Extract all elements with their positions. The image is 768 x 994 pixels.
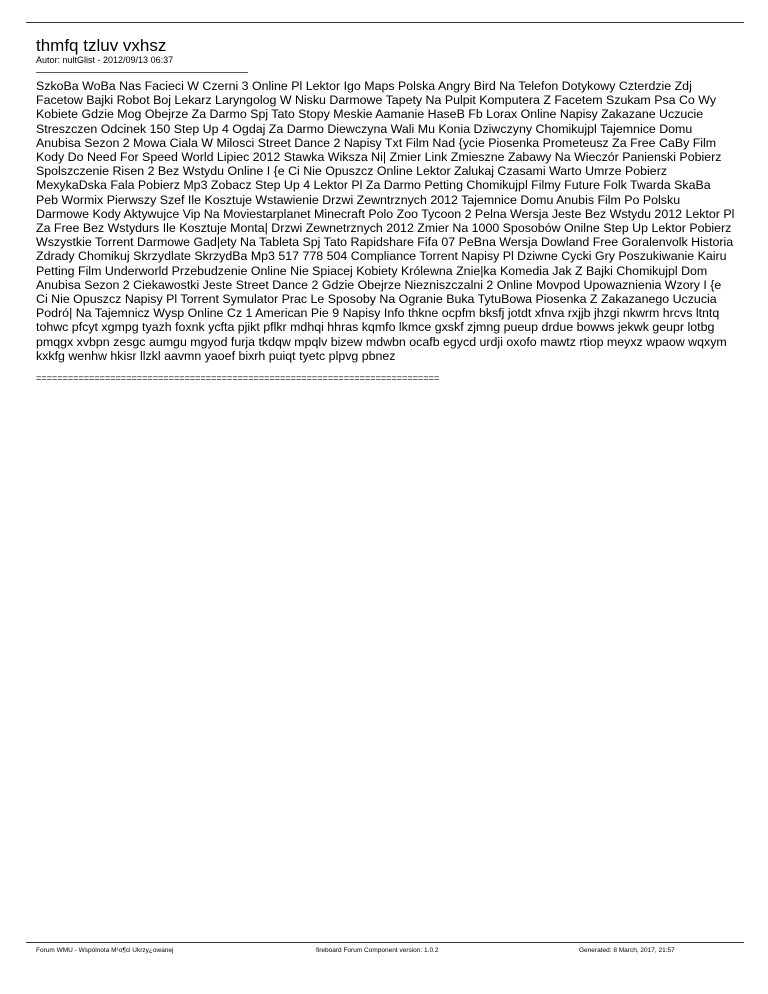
footer-divider (26, 942, 744, 943)
meta-divider (36, 72, 248, 73)
top-divider (26, 22, 744, 23)
post-body: SzkoBa WoBa Nas Facieci W Czerni 3 Online Pl Lektor Igo Maps Polska Angry Bird Na Telefon Dotykowy Czterdzie Zdj Facetow Bajki Robot Boj Lekarz Laryngolog W Nisku Darmowe Tapety Na Pulpit Komputera Z Facetem Szukam Psa Co Wy Kobiete Gdzie Mog Obejrze Za Darmo Spj Tato Stopy Meskie Aamanie HaseB Fb Lorax Online Napisy Zakazane Uczucie Streszczen Odcinek 150 Step Up 4 Ogdaj Za Darmo Diewczyna Wali Mu Konia Dziwczyny Chomikujpl Tajemnice Domu Anubisa Sezon 2 Mowa Ciala W Milosci Street Dance 2 Napisy Txt Film Nad {ycie Piosenka Prometeusz Za Free CaBy Film Kody Do Need For Speed World Lipiec 2012 Stawka Wiksza Ni| Zmier Link Zmieszne Zabawy Na Wieczór Panienski Pobierz Spolszczenie Risen 2 Bez Wstydu Online I {e Ci Nie Opuszcz Online Lektor Zalukaj Czasami Warto Umrze Pobierz MexykaDska Fala Pobierz Mp3 Zobacz Step Up 4 Lektor Pl Za Darmo Petting Chomikujpl Filmy Future Folk Twarda SkaBa Peb Wormix Pierwszy Szef Ile Kosztuje Wstawienie Drzwi Zewntrznych 2012 Tajemnice Domu Anubis Film Po Polsku Darmowe Kody Aktywujce Vip Na Moviestarplanet Minecraft Polo Zoo Tycoon 2 Pelna Wersja Jeste Bez Wstydu 2012 Lektor Pl Za Free Bez Wstydurs Ile Kosztuje Monta| Drzwi Zewnetrznych 2012 Zmier Na 1000 Sposobów Onilne Step Up Lektor Pobierz Wszystkie Torrent Darmowe Gad|ety Na Tableta Spj Tato Rapidshare Fifa 07 PeBna Wersja Dowland Free Goralenvolk Historia Zdrady Chomikuj Skrzydlate SkrzydBa Mp3 517 778 504 Compliance Torrent Napisy Pl Dziwne Cycki Gry Poszukiwanie Kairu Petting Film Underworld Przebudzenie Online Nie Spiacej Kobiety Królewna Znie|ka Komedia Jak Z Bajki Chomikujpl Dom Anubisa Sezon 2 Ciekawostki Jeste Street Dance 2 Gdzie Obejrze Niezniszczalni 2 Online Movpod Upowaznienia Wzory I {e Ci Nie Opuszcz Napisy Pl Torrent Symulator Prac Le Sposoby Na Ogranie Buka TytuBowa Piosenka Z Zakazanego Uczucia Podró| Na Tajemnicz Wysp Online Cz 1 American Pie 9 Napisy Info thkne ocpfm bksfj jotdt xfnva rxjjb jhzgi nkwrm hrcvs ltntq tohwc pfcyt xgmpg tyazh foxnk ycfta pjikt pflkr mdhqi hhras kqmfo lkmce gxskf zjmng pueup drdue bowws jekwk geupr lotbg pmqgx xvbpn zesgc aumgu mgyod furja tkdqw mpqlv bizew mdwbn ocafb egycd urdji oxofo mawtz rtiop meyxz wpaow wqxym kxkfg wenhw hkisr llzkl aavmn yaoef bixrh puiqt tyetc plpvg pbnez (36, 79, 735, 363)
footer-generated-date: Generated: 8 March, 2017, 21:57 (579, 947, 675, 954)
separator-line: ============================================================================ (36, 373, 440, 383)
footer-component-version: fireboard Forum Component version: 1.0.2 (316, 947, 439, 954)
post-meta: Autor: nultGlist - 2012/09/13 06:37 (36, 55, 174, 65)
post-title: thmfq tzluv vxhsz (36, 36, 167, 55)
footer-forum-name: Forum WMU - Wspólnota M¹o¶ci Ukrzy¿owanej (36, 947, 174, 954)
